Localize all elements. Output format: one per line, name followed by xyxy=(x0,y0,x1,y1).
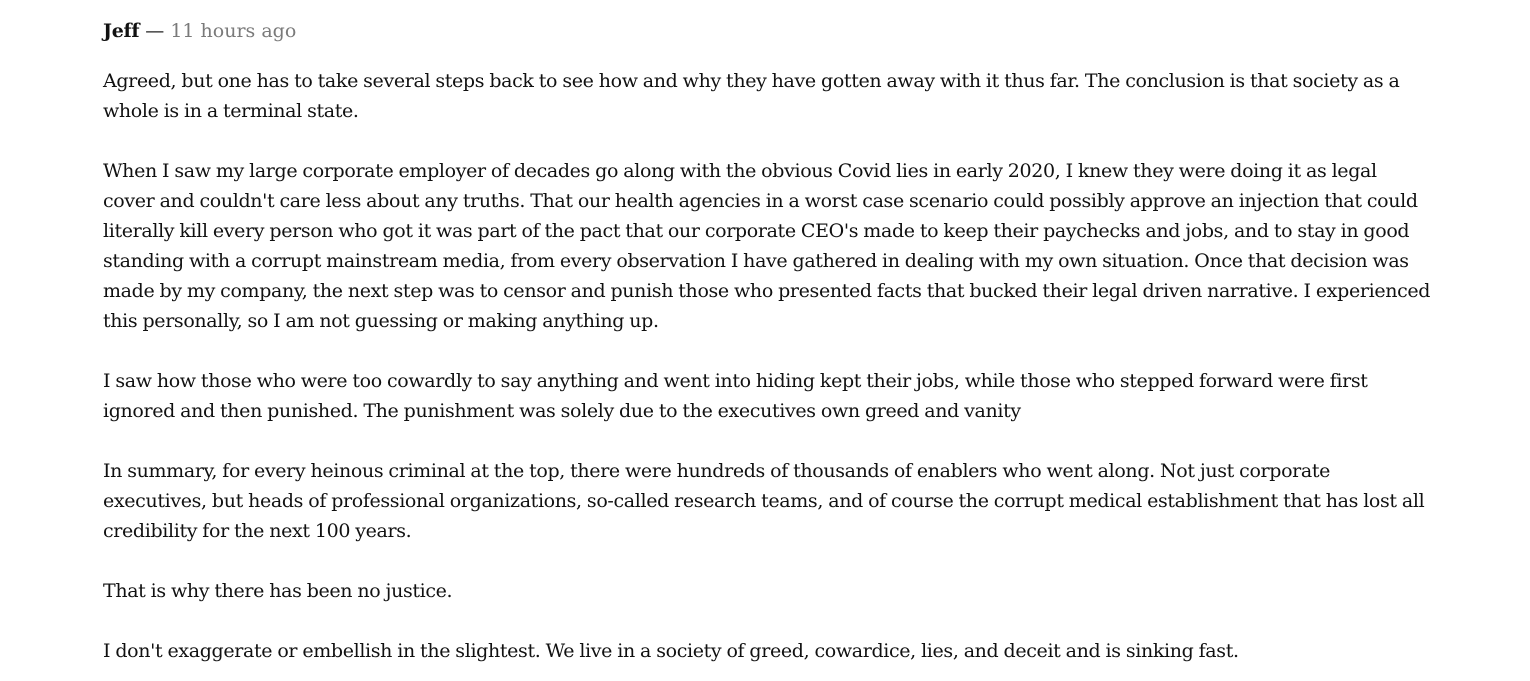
comment-paragraph: In summary, for every heinous criminal at the top, there were hundreds of thousands of enablers who went along. Not just corporate executives, but heads of professional organizations, so-called research teams, and of course the corrupt medical establishment that has lost all credibility for the next 100 years. xyxy=(103,460,1425,542)
comment xyxy=(103,16,1433,666)
header-separator: — xyxy=(145,20,165,42)
comment-paragraph: I don't exaggerate or embellish in the slightest. We live in a society of greed, cowardice, lies, and deceit and is sinking fast. xyxy=(103,640,1239,662)
comment-author[interactable]: Jeff xyxy=(103,20,140,42)
comment-header xyxy=(103,16,1433,46)
comment-timestamp[interactable]: 11 hours ago xyxy=(170,20,297,42)
comment-paragraph: Agreed, but one has to take several steps back to see how and why they have gotten away with it thus far. The conclusion is that society as a whole is in a terminal state. xyxy=(103,70,1400,122)
comment-paragraph: I saw how those who were too cowardly to say anything and went into hiding kept their jobs, while those who stepped forward were first ignored and then punished. The punishment was solely due to the executives own greed and vanity xyxy=(103,370,1368,422)
comment-paragraph: That is why there has been no justice. xyxy=(103,580,453,602)
comment-body xyxy=(103,66,1433,666)
comment-paragraph: When I saw my large corporate employer of decades go along with the obvious Covid lies in early 2020, I knew they were doing it as legal cover and couldn't care less about any truths. That our health agencies in a worst case scenario could possibly approve an injection that could literally kill every person who got it was part of the pact that our corporate CEO's made to keep their paychecks and jobs, and to stay in good standing with a corrupt mainstream media, from every observation I have gathered in dealing with my own situation. Once that decision was made by my company, the next step was to censor and punish those who presented facts that bucked their legal driven narrative. I experienced this personally, so I am not guessing or making anything up. xyxy=(103,160,1431,332)
